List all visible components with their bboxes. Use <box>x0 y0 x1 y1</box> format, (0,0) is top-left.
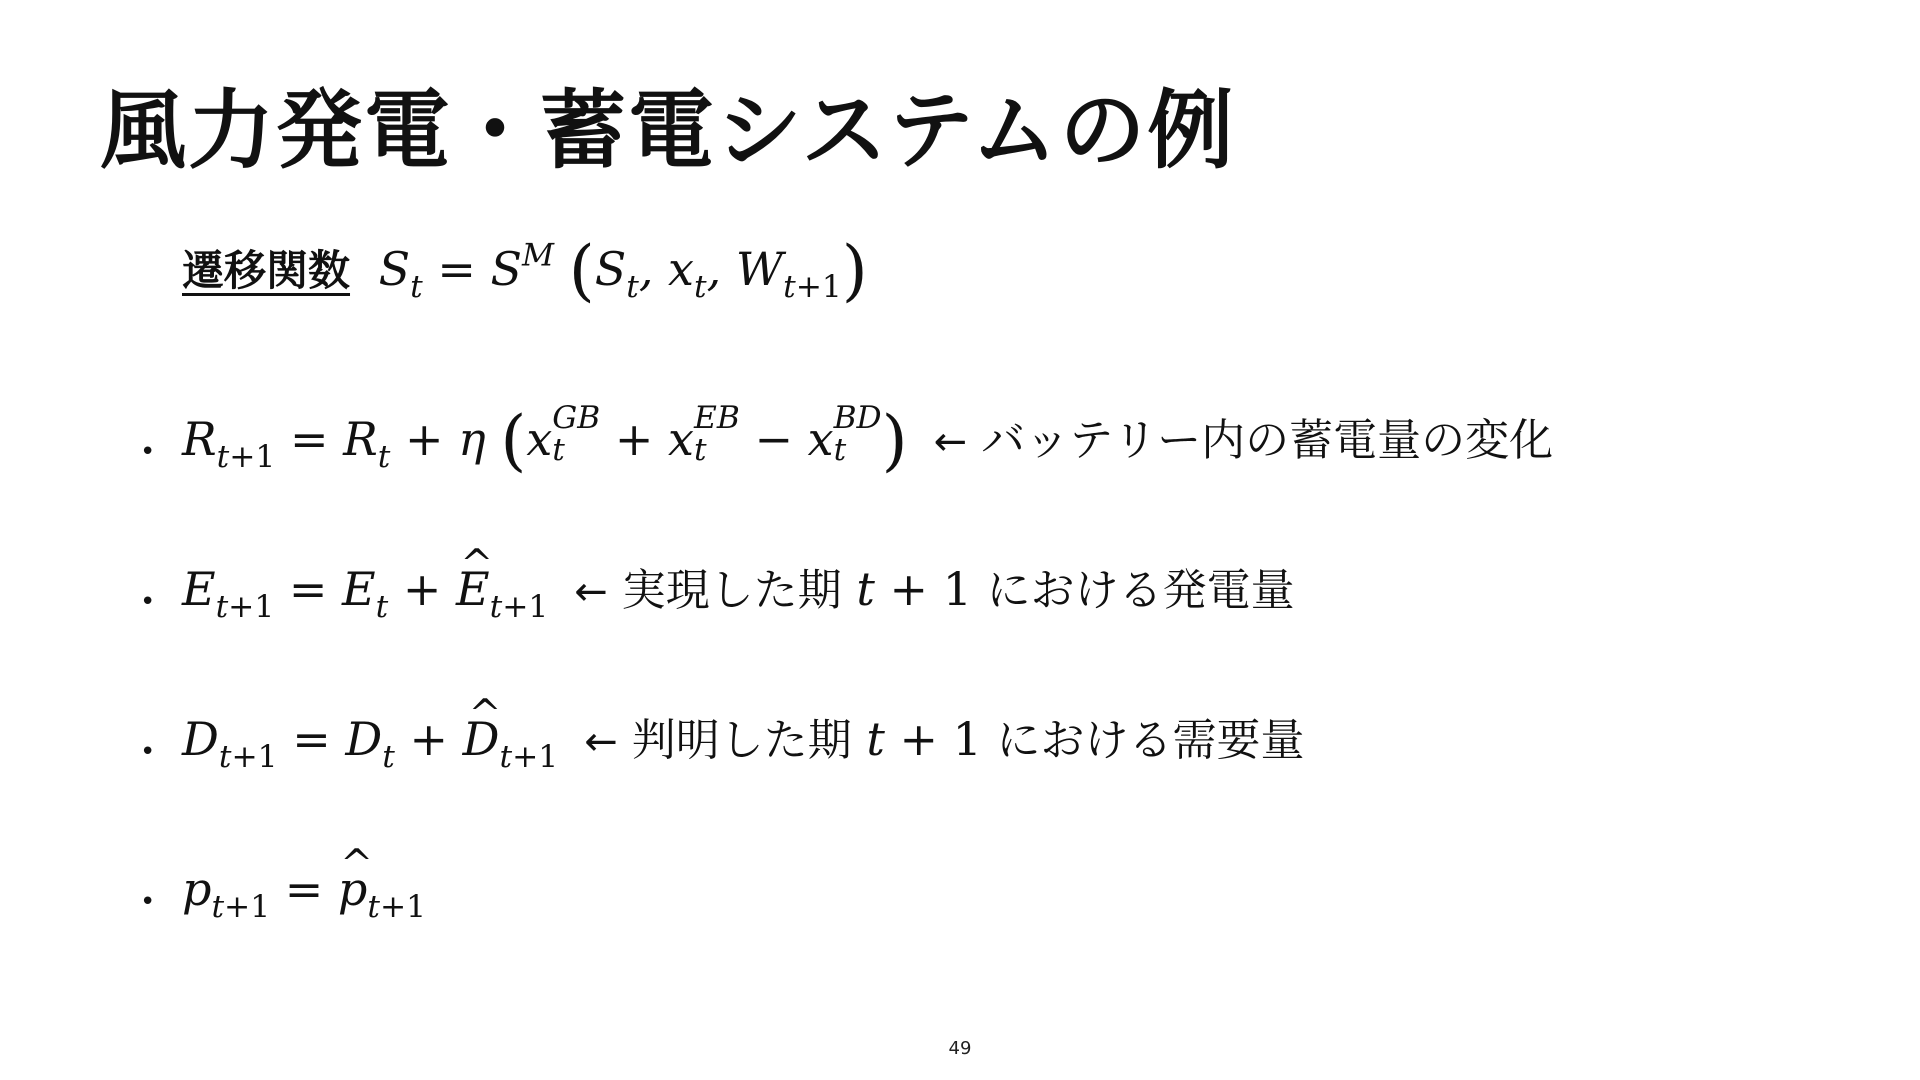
bullet-dot: • <box>140 887 156 918</box>
list-item-energy <box>140 562 1295 625</box>
energy-period: t + 1 <box>856 562 972 616</box>
transition-function-label: 遷移関数 <box>182 246 351 295</box>
bullet-dot: • <box>140 437 156 468</box>
demand-period: t + 1 <box>866 712 982 766</box>
energy-note-suffix: における発電量 <box>986 565 1295 616</box>
price-formula: $p_{t+1}$ = ^ $p_{t+1}$ <box>182 862 426 916</box>
left-arrow-icon: ← <box>574 569 608 615</box>
list-item-demand <box>140 712 1305 775</box>
battery-note: バッテリー内の蓄電量の変化 <box>981 415 1554 466</box>
slide-title: 風力発電・蓄電システムの例 <box>100 81 1236 181</box>
bullet-dot: • <box>140 587 156 618</box>
left-arrow-icon: ← <box>584 719 618 765</box>
transition-function-formula: $S_t = S^M$ ($S_t$, $x_t$, $W_{t+1}$) <box>378 231 868 309</box>
energy-note-prefix: 実現した期 <box>621 565 842 616</box>
bullet-dot: • <box>140 737 156 768</box>
list-item-price <box>140 862 427 925</box>
demand-formula: $D_{t+1} = D_t$ + ^ $D_{t+1}$ <box>182 712 558 766</box>
energy-formula: $E_{t+1} = E_t$ + ^ $E_{t+1}$ <box>182 562 548 616</box>
demand-note-suffix: における需要量 <box>996 715 1305 766</box>
transition-function-line <box>182 231 868 309</box>
list-item-battery <box>140 399 1554 479</box>
demand-note-prefix: 判明した期 <box>631 715 852 766</box>
battery-formula: $R_{t+1} = R_t + \eta$ (x GB t + x EB t − x BD t ) <box>182 399 908 479</box>
left-arrow-icon: ← <box>933 419 968 465</box>
page-number: 49 <box>948 1038 972 1059</box>
